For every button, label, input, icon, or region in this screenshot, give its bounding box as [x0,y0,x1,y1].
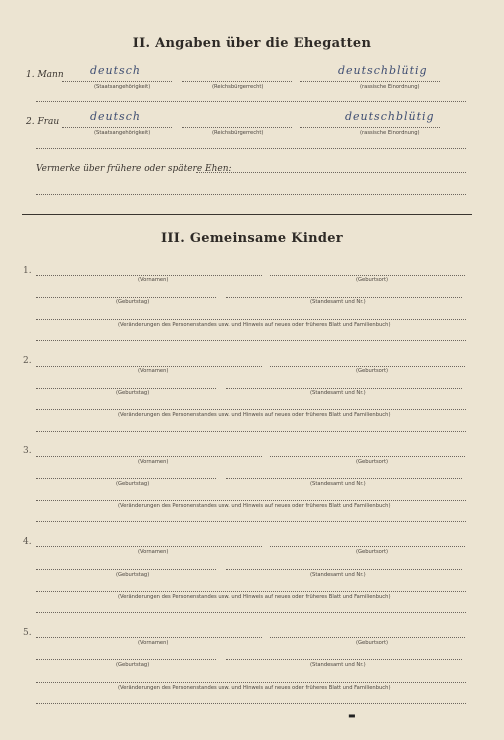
child-2-geburtsort-line [270,366,465,367]
child-2-standesamt-line [226,388,462,389]
child-1-extra-line [36,340,466,341]
spouse-2-handwriting-rasse: deutschblütig [345,110,435,123]
child-3-geburtstag-line [36,478,216,479]
child-1-vornamen-line [36,275,262,276]
spouse-1-staat-caption: (Staatsangehörigkeit) [94,84,151,90]
child-2-vornamen-caption: (Vornamen) [138,368,169,374]
spouse-1-reich-line [182,81,292,82]
spouse-1-handwriting-staat: deutsch [90,64,141,77]
child-5-geburtsort-line [270,637,465,638]
child-2-extra-line [36,431,466,432]
spouse-1-rasse-caption: (rassische Einordnung) [360,84,420,90]
spouse-1-label: 1. Mann [26,70,64,80]
child-5-vornamen-line [36,637,262,638]
spouse-2-rasse-caption: (rassische Einordnung) [360,130,420,136]
section-3-title: III. Gemeinsame Kinder [161,231,343,246]
spouse-1-handwriting-rasse: deutschblütig [338,64,428,77]
child-3-geburtsort-line [270,456,465,457]
child-2-vornamen-line [36,366,262,367]
child-4-standesamt-caption: (Standesamt und Nr.) [310,572,366,578]
child-1-geburtsort-line [270,275,465,276]
remarks-label: Vermerke über frühere oder spätere Ehen: [36,164,232,174]
spouse-2-label: 2. Frau [26,117,60,127]
spouse-2-reich-caption: (Reichsbürgerrecht) [212,130,264,136]
child-3-vornamen-line [36,456,262,457]
remarks-line-1 [196,172,466,173]
child-4-changes-line [36,591,466,592]
child-2-changes-caption: (Veränderungen des Personenstandes usw. und Hinweis auf neues oder früheres Blatt und Familienbuch) [118,412,391,418]
spouse-1-rasse-line [300,81,440,82]
child-3-geburtstag-caption: (Geburtstag) [116,481,150,487]
child-1-standesamt-line [226,297,462,298]
child-3-geburtsort-caption: (Geburtsort) [356,459,389,465]
child-3-standesamt-caption: (Standesamt und Nr.) [310,481,366,487]
child-1-number: 1. [23,266,32,276]
spouse-1-reich-caption: (Reichsbürgerrecht) [212,84,264,90]
child-5-vornamen-caption: (Vornamen) [138,640,169,646]
spouse-1-staat-line [62,81,172,82]
child-5-changes-caption: (Veränderungen des Personenstandes usw. und Hinweis auf neues oder früheres Blatt und Familienbuch) [118,685,391,691]
remarks-line-2 [36,194,466,195]
spouse-2-staat-caption: (Staatsangehörigkeit) [94,130,151,136]
child-4-vornamen-caption: (Vornamen) [138,549,169,555]
child-3-standesamt-line [226,478,462,479]
child-4-number: 4. [23,537,32,547]
child-2-geburtstag-caption: (Geburtstag) [116,390,150,396]
child-5-standesamt-line [226,659,462,660]
child-4-geburtsort-caption: (Geburtsort) [356,549,389,555]
child-5-extra-line [36,703,466,704]
spouse-2-handwriting-staat: deutsch [90,110,141,123]
child-1-vornamen-caption: (Vornamen) [138,277,169,283]
child-2-standesamt-caption: (Standesamt und Nr.) [310,390,366,396]
section-divider [22,214,472,215]
child-3-changes-line [36,500,466,501]
child-2-number: 2. [23,356,32,366]
child-4-geburtstag-line [36,569,216,570]
child-2-geburtstag-line [36,388,216,389]
child-5-standesamt-caption: (Standesamt und Nr.) [310,662,366,668]
spouse-2-rasse-line [300,127,440,128]
child-3-vornamen-caption: (Vornamen) [138,459,169,465]
child-1-standesamt-caption: (Standesamt und Nr.) [310,299,366,305]
child-4-standesamt-line [226,569,462,570]
section-2-title: II. Angaben über die Ehegatten [132,36,372,51]
ink-blot-mark: ▬ [348,711,356,720]
child-3-changes-caption: (Veränderungen des Personenstandes usw. und Hinweis auf neues oder früheres Blatt und Familienbuch) [118,503,391,509]
child-1-geburtstag-line [36,297,216,298]
child-1-changes-line [36,319,466,320]
child-3-number: 3. [23,446,32,456]
child-4-extra-line [36,612,466,613]
spouse-1-extra-line [36,101,466,102]
child-1-geburtstag-caption: (Geburtstag) [116,299,150,305]
child-3-extra-line [36,521,466,522]
child-4-changes-caption: (Veränderungen des Personenstandes usw. und Hinweis auf neues oder früheres Blatt und Familienbuch) [118,594,391,600]
child-5-geburtsort-caption: (Geburtsort) [356,640,389,646]
child-5-geburtstag-caption: (Geburtstag) [116,662,150,668]
child-2-changes-line [36,409,466,410]
child-1-changes-caption: (Veränderungen des Personenstandes usw. und Hinweis auf neues oder früheres Blatt und Familienbuch) [118,322,391,328]
child-1-geburtsort-caption: (Geburtsort) [356,277,389,283]
spouse-2-reich-line [182,127,292,128]
child-4-vornamen-line [36,546,262,547]
spouse-2-staat-line [62,127,172,128]
spouse-2-extra-line [36,148,466,149]
child-2-geburtsort-caption: (Geburtsort) [356,368,389,374]
child-5-geburtstag-line [36,659,216,660]
child-5-changes-line [36,682,466,683]
child-4-geburtstag-caption: (Geburtstag) [116,572,150,578]
child-5-number: 5. [23,628,32,638]
child-4-geburtsort-line [270,546,465,547]
